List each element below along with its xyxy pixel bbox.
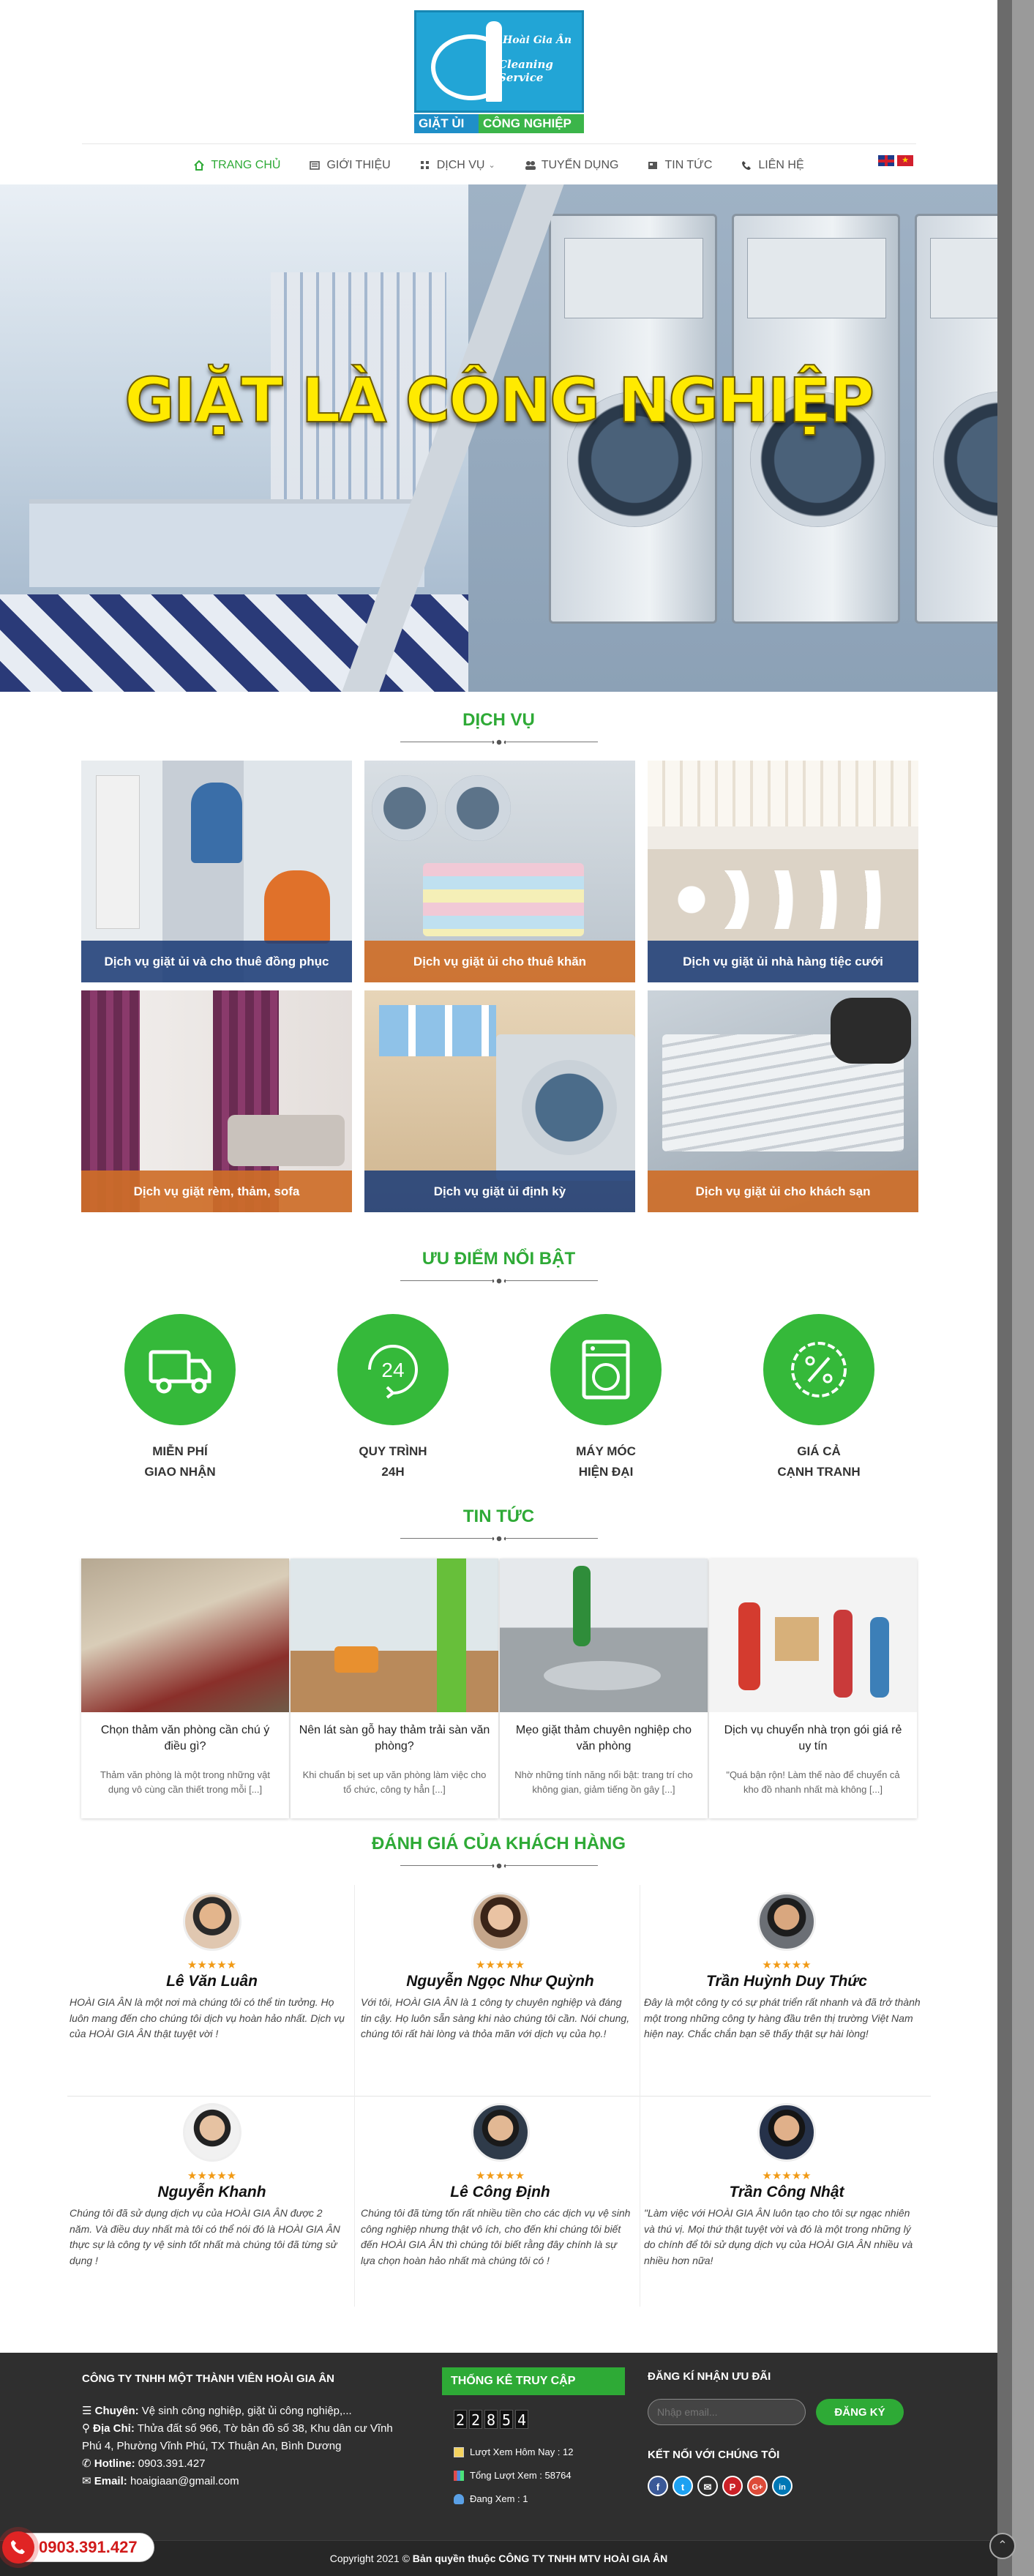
percent-badge-icon (763, 1314, 874, 1425)
nav-label: GIỚI THIỆU (326, 158, 391, 171)
testimonial-quote: Chúng tôi đã sử dụng dịch vụ của HOÀI GIA ÂN được 2 năm. Và điều duy nhất mà tôi có thể nói đó là HOÀI GIA ÂN thực sự là công ty vệ sinh tốt nhất mà chúng tôi đã từng sử dụng ! (70, 2207, 340, 2267)
phone-icon (741, 160, 752, 171)
pinterest-icon[interactable]: P (722, 2476, 743, 2496)
section-divider (400, 1277, 598, 1285)
svg-text:24: 24 (381, 1359, 405, 1381)
news-excerpt: Khi chuẩn bị set up văn phòng làm việc cho tổ chức, công ty hẳn [...] (302, 1769, 487, 1796)
email-icon[interactable]: ✉ (697, 2476, 718, 2496)
news-title[interactable]: Mẹo giặt thảm chuyên nghiệp cho văn phòng (515, 1724, 692, 1752)
logo-tag-right: CÔNG NGHIỆP (479, 114, 584, 133)
news-card[interactable] (500, 1558, 708, 1818)
phone-icon: ✆ (82, 2457, 94, 2470)
testimonial-quote: Đây là một công ty có sự phát triển rất nhanh và đã trở thành một trong những công ty hàng đầu trên thị trường Việt Nam hiện nay. Chắc chắn bạn sẽ thấy thật sự hài lòng! (644, 1996, 921, 2040)
advantage-item (320, 1314, 466, 1482)
nav-item-news[interactable] (648, 159, 712, 172)
subscribe-heading: ĐĂNG KÍ NHẬN ƯU ĐÃI (648, 2370, 771, 2383)
nav-item-services[interactable] (420, 159, 495, 172)
footer-email: ✉ Email: hoaigiaan@gmail.com (82, 2475, 239, 2487)
service-card[interactable] (648, 990, 918, 1212)
footer-company-info (82, 2370, 404, 2490)
testimonial-name: Lê Văn Luân (166, 1973, 258, 1990)
scrollbar-thumb[interactable] (1012, 0, 1034, 2576)
news-title[interactable]: Chọn thảm văn phòng cần chú ý điều gì? (100, 1724, 270, 1752)
testimonial-name: Nguyễn Ngọc Như Quỳnh (406, 1973, 594, 1990)
section-divider (400, 1862, 598, 1870)
site-logo[interactable] (414, 10, 584, 133)
service-label: Dịch vụ giặt ủi cho thuê khăn (364, 941, 635, 982)
news-icon (648, 160, 658, 171)
service-card[interactable] (81, 761, 352, 982)
advantage-item (107, 1314, 253, 1482)
testimonial-name: Nguyễn Khanh (157, 2184, 266, 2200)
rating-stars: ★★★★★ (187, 2170, 237, 2182)
calendar-icon (454, 2447, 464, 2457)
chevron-down-icon: ⌄ (488, 161, 495, 170)
avatar (183, 2103, 241, 2162)
rating-stars: ★★★★★ (762, 2170, 812, 2182)
footer-stats (442, 2367, 625, 2511)
testimonial-quote: HOÀI GIA ÂN là một nơi mà chúng tôi có thể tin tưởng. Họ luôn mang đến cho chúng tôi dịch vụ hoàn hảo nhất. Dịch vụ của HOÀI GIA ÂN thật tuyệt vời ! (70, 1996, 345, 2040)
home-icon (194, 160, 204, 171)
facebook-icon[interactable]: f (648, 2476, 668, 2496)
service-label: Dịch vụ giặt ủi và cho thuê đồng phục (81, 941, 352, 982)
service-card[interactable] (81, 990, 352, 1212)
rating-stars: ★★★★★ (475, 1959, 525, 1971)
nav-label: TUYỂN DỤNG (541, 158, 619, 171)
news-card[interactable] (291, 1558, 498, 1818)
section-title: TIN TỨC (462, 1507, 535, 1526)
floating-hotline-number: 0903.391.427 (39, 2538, 138, 2556)
service-label: Dịch vụ giặt ủi định kỳ (364, 1171, 635, 1212)
clock-24-icon (337, 1314, 449, 1425)
copyright-prefix: Copyright 2021 © (329, 2553, 413, 2564)
linkedin-icon[interactable]: in (772, 2476, 793, 2496)
people-icon (525, 160, 535, 171)
news-title[interactable]: Nên lát sàn gỗ hay thảm trải sàn văn phòng? (299, 1724, 490, 1752)
testimonial-name: Lê Công Định (450, 2184, 550, 2200)
news-card[interactable] (709, 1558, 917, 1818)
nav-item-home[interactable] (194, 159, 280, 172)
rating-stars: ★★★★★ (187, 1959, 237, 1971)
counter-digit: 4 (515, 2410, 528, 2429)
phone-icon (2, 2531, 34, 2564)
service-label: Dịch vụ giặt rèm, thảm, sofa (81, 1171, 352, 1212)
hero-washers (468, 184, 997, 692)
section-title: DỊCH VỤ (462, 710, 535, 730)
testimonial-name: Trần Huỳnh Duy Thức (706, 1973, 867, 1990)
service-card[interactable] (364, 761, 635, 982)
section-title: ƯU ĐIỂM NỔI BẬT (422, 1249, 576, 1269)
advantage-label: MÁY MÓC HIỆN ĐẠI (576, 1444, 636, 1479)
section-divider (400, 738, 598, 747)
social-links (648, 2476, 955, 2496)
service-label: Dịch vụ giặt ủi cho khách sạn (648, 1171, 918, 1212)
nav-label: TRANG CHỦ (211, 158, 281, 171)
nav-item-contact[interactable] (741, 159, 803, 172)
news-heading (0, 1507, 997, 1543)
twitter-icon[interactable]: t (673, 2476, 693, 2496)
advantages-heading (0, 1249, 997, 1285)
news-excerpt: Thảm văn phòng là một trong những vật dụng vô cùng cần thiết trong mỗi [...] (100, 1769, 270, 1796)
vn-flag-icon[interactable]: ★ (897, 155, 913, 166)
avatar (757, 1892, 816, 1951)
copyright-owner: Bản quyền thuộc CÔNG TY TNHH MTV HOÀI GIA ÂN (412, 2553, 668, 2564)
nav-label: LIÊN HỆ (758, 158, 804, 171)
stat-today: Lượt Xem Hôm Nay : 12 (454, 2441, 625, 2464)
logo-box (414, 10, 584, 113)
visit-counter (454, 2410, 625, 2429)
advantage-item (533, 1314, 679, 1482)
subscribe-button[interactable]: ĐĂNG KÝ (816, 2399, 904, 2425)
logo-tag (414, 114, 584, 133)
nav-label: TIN TỨC (664, 158, 713, 171)
news-excerpt: Nhờ những tính năng nổi bật: trang trí cho không gian, giảm tiếng ồn gây [...] (514, 1769, 693, 1796)
nav-label: DỊCH VỤ (436, 158, 485, 171)
news-image (291, 1558, 498, 1712)
washing-machine-icon (550, 1314, 662, 1425)
floating-hotline-button[interactable] (4, 2533, 154, 2562)
footer-subscribe (648, 2370, 955, 2496)
nav-item-recruitment[interactable] (525, 159, 619, 172)
subscribe-form (648, 2399, 955, 2425)
en-flag-icon[interactable] (878, 155, 894, 166)
logo-brand: Cleaning Service (498, 58, 553, 84)
back-to-top-button[interactable]: ⌃ (989, 2533, 1016, 2559)
stat-total: Tổng Lượt Xem : 58764 (454, 2464, 625, 2487)
testimonial (70, 1885, 355, 2096)
list-icon: ☰ (82, 2405, 95, 2417)
testimonial (355, 2096, 640, 2307)
news-title[interactable]: Dịch vụ chuyển nhà trọn gói giá rẻ uy tín (724, 1724, 902, 1752)
avatar (471, 2103, 530, 2162)
testimonials-heading (0, 1834, 997, 1870)
advantage-label: QUY TRÌNH 24H (359, 1444, 427, 1479)
avatar (183, 1892, 241, 1951)
rating-stars: ★★★★★ (475, 2170, 525, 2182)
testimonial-quote: "Làm việc với HOÀI GIA ÂN luôn tạo cho tôi sự ngạc nhiên và thú vị. Mọi thứ thật tuyệt vời và đó là một trong những lý do chính để tôi sử dụng dịch vụ của HOÀI GIA ÂN nhiều và nhiều hơn nữa! (644, 2207, 913, 2267)
counter-digit: 2 (454, 2410, 467, 2429)
email-field[interactable] (648, 2399, 806, 2425)
language-switcher (878, 155, 913, 166)
logo-script: Hoài Gia Ân (503, 34, 572, 46)
map-marker-icon: ⚲ (82, 2422, 94, 2435)
google-plus-icon[interactable]: G+ (747, 2476, 768, 2496)
testimonial-quote: Với tôi, HOÀI GIA ÂN là 1 công ty chuyên nghiệp và đáng tin cậy. Họ luôn sẵn sàng khi nào chúng tôi cần. Nói chung, chúng tôi rất hài lòng và thỏa mãn với dịch vụ của họ.! (361, 1996, 630, 2040)
hero-title: GIẶT LÀ CÔNG NGHIỆP (124, 365, 873, 436)
counter-digit: 8 (484, 2410, 498, 2429)
nav-item-about[interactable] (310, 159, 390, 172)
scrollbar-track[interactable] (997, 0, 1034, 2576)
advantage-item (746, 1314, 892, 1482)
stat-online: Đang Xem : 1 (454, 2487, 625, 2511)
truck-icon (124, 1314, 236, 1425)
testimonial (644, 1885, 929, 2096)
hero-banner (0, 184, 997, 692)
service-card[interactable] (364, 990, 635, 1212)
testimonial-quote: Chúng tôi đã từng tốn rất nhiều tiền cho các dịch vụ vệ sinh công nghiệp nhưng thật vô ích, cho đến khi chúng tôi biết đến HOÀI GIA ÂN thì chúng tôi biết rằng đây chính là sự lựa chọn hoàn hảo nhất mà chúng tôi có ! (361, 2207, 631, 2267)
main-nav (82, 143, 916, 186)
footer-hotline: ✆ Hotline: 0903.391.427 (82, 2457, 206, 2470)
services-heading (0, 710, 997, 747)
news-image (500, 1558, 708, 1712)
service-card[interactable] (648, 761, 918, 982)
rating-stars: ★★★★★ (762, 1959, 812, 1971)
avatar (471, 1892, 530, 1951)
counter-digit: 2 (469, 2410, 482, 2429)
service-label: Dịch vụ giặt ủi nhà hàng tiệc cưới (648, 941, 918, 982)
testimonial (644, 2096, 929, 2307)
avatar (757, 2103, 816, 2162)
advantage-label: MIỄN PHÍ GIAO NHẬN (144, 1444, 216, 1479)
testimonial (70, 2096, 355, 2307)
counter-digit: 5 (500, 2410, 513, 2429)
logo-tag-left: GIẶT ỦI (414, 114, 479, 133)
advantage-label: GIÁ CẢ CẠNH TRANH (777, 1444, 861, 1479)
footer-specialty: ☰ Chuyên: Vệ sinh công nghiệp, giặt ủi công nghiệp,... (82, 2405, 352, 2417)
chart-icon (454, 2471, 464, 2481)
envelope-icon: ✉ (82, 2475, 94, 2487)
stats-heading: THỐNG KÊ TRUY CẬP (442, 2367, 625, 2395)
news-image (81, 1558, 289, 1712)
section-divider (400, 1534, 598, 1543)
testimonial-name: Trần Công Nhật (729, 2184, 844, 2200)
grid-icon (420, 160, 430, 171)
testimonial (355, 1885, 640, 2096)
footer-company-name: CÔNG TY TNHH MỘT THÀNH VIÊN HOÀI GIA ÂN (82, 2372, 334, 2385)
newspaper-icon (310, 160, 320, 171)
news-excerpt: "Quá bận rộn! Làm thế nào để chuyển cả kho đồ nhanh nhất mà không [...] (726, 1769, 900, 1796)
social-heading: KẾT NỐI VỚI CHÚNG TÔI (648, 2449, 780, 2461)
section-title: ĐÁNH GIÁ CỦA KHÁCH HÀNG (371, 1834, 626, 1853)
hero-counter (29, 499, 424, 587)
news-image (709, 1558, 917, 1712)
footer-address: ⚲ Địa Chỉ: Thửa đất số 966, Tờ bản đồ số 38, Khu dân cư Vĩnh Phú 4, Phường Vĩnh Phú, TX Thuận An, Bình Dương (82, 2422, 393, 2452)
user-online-icon (454, 2494, 464, 2504)
news-card[interactable] (81, 1558, 289, 1818)
